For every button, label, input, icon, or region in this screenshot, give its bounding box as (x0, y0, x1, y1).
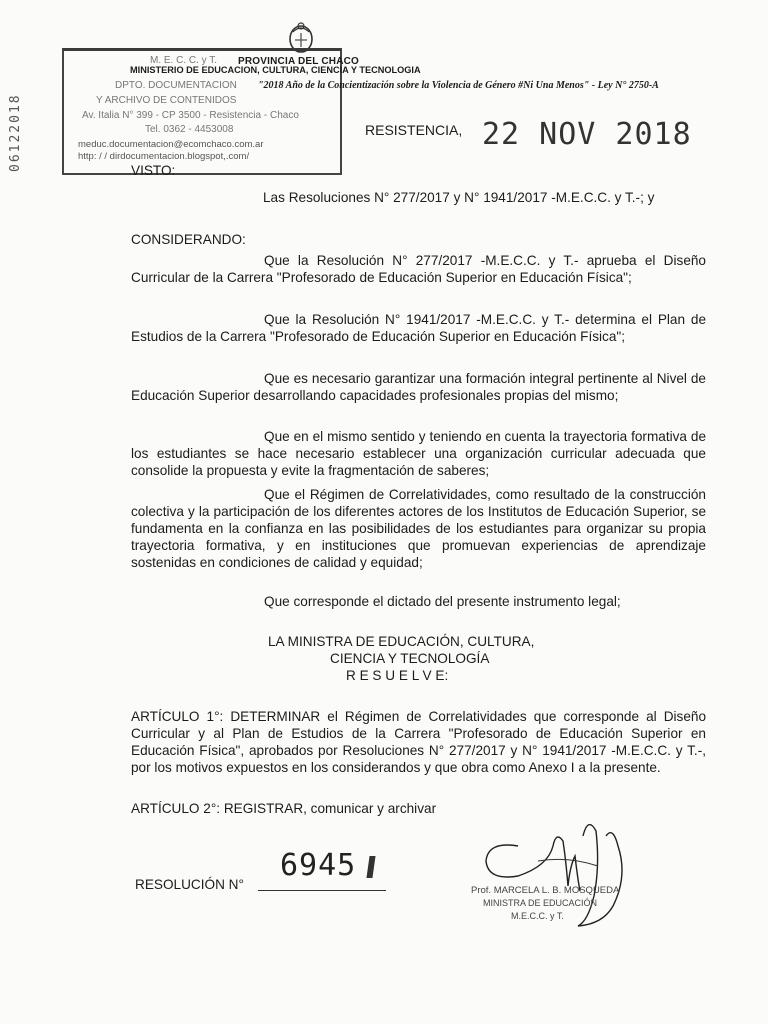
stamp-line-5: Tel. 0362 - 4453008 (145, 124, 234, 135)
signer-name: Prof. MARCELA L. B. MOSQUEDA (471, 885, 620, 896)
signer-org: M.E.C.C. y T. (511, 911, 564, 921)
considerando-paragraph-3: Que es necesario garantizar una formación integral pertinente al Nivel de Educación Superior desarrollando capacidades profesionales propias del mismo; (131, 371, 706, 403)
resolution-label: RESOLUCIÓN N° (135, 877, 244, 892)
considerando-paragraph-4: Que en el mismo sentido y teniendo en cuenta la trayectoria formativa de los estudiantes se hace necesario establecer una organización curricular adecuada que consolide la propuesta y evite la fragmentación de saberes; (131, 429, 706, 478)
considerando-paragraph-2: Que la Resolución N° 1941/2017 -M.E.C.C. y T.- determina el Plan de Estudios de la Carrera "Profesorado de Educación Superior en Educación Física"; (131, 312, 706, 344)
article-2-title: ARTÍCULO 2°: (131, 801, 221, 816)
article-1-title: ARTÍCULO 1°: (131, 709, 224, 724)
stamp-email: meduc.documentacion@ecomchaco.com.ar (78, 139, 264, 150)
visto-text: Las Resoluciones N° 277/2017 y N° 1941/2017 -M.E.C.C. y T.-; y (263, 190, 655, 205)
stamp-web: http: / / dirdocumentacion.blogspot,.com/ (78, 151, 250, 162)
ministry-title: MINISTERIO DE EDUCACION, CULTURA, CIENCIA Y TECNOLOGIA (130, 65, 421, 75)
resuelve-line-3: R E S U E L V E: (346, 668, 449, 683)
city: RESISTENCIA, (365, 122, 463, 138)
date-stamp: 22 NOV 2018 (482, 117, 692, 152)
stamp-line-4: Av. Italia N° 399 - CP 3500 - Resistencia - Chaco (82, 110, 299, 121)
side-number: 06122018 (8, 93, 23, 172)
resuelve-line-2: CIENCIA Y TECNOLOGÍA (330, 651, 490, 666)
article-2-text: REGISTRAR, comunicar y archivar (223, 801, 437, 816)
signer-role: MINISTRA DE EDUCACIÓN (483, 898, 598, 908)
motto: "2018 Año de la Concientización sobre la Violencia de Género #Ni Una Menos" - Ley N° 2750-A (258, 80, 659, 91)
province-title: PROVINCIA DEL CHACO (238, 56, 360, 67)
resolution-underline (258, 890, 386, 891)
article-1 (131, 708, 706, 776)
resolution-number: 6945 (280, 848, 357, 883)
stamp-line-2: DPTO. DOCUMENTACION (115, 80, 237, 91)
considerando-paragraph-5: Que el Régimen de Correlatividades, como resultado de la construcción colectiva y la participación de los diferentes actores de los Institutos de Educación Superior, se fundamenta en la confianza en las posibilidades de los estudiantes para organizar su propia trayectoria formativa, y en instituciones que promuevan experiencias de aprendizaje sostenidas en condiciones de calidad y equidad; (131, 487, 706, 570)
considerando-paragraph-6: Que corresponde el dictado del presente instrumento legal; (264, 594, 621, 609)
considerando-label: CONSIDERANDO: (131, 232, 246, 247)
stamp-mark-icon (366, 856, 375, 878)
visto-label: VISTO: (131, 163, 176, 178)
considerando-paragraph-1: Que la Resolución N° 277/2017 -M.E.C.C. y T.- aprueba el Diseño Curricular de la Carrera "Profesorado de Educación Superior en Educación Física"; (131, 253, 706, 285)
stamp-line-3: Y ARCHIVO DE CONTENIDOS (96, 95, 237, 106)
article-1-text: DETERMINAR el Régimen de Correlatividades que corresponde al Diseño Curricular y al Plan de Estudios de la Carrera "Profesorado de Educación Superior en Educación Física", aprobados por Resoluciones N° 277/2017 y N° 1941/2017 -M.E.C.C. y T.-, por los motivos expuestos en los considerandos y que obra como Anexo I a la presente. (131, 709, 707, 775)
stamp-line-1: M. E. C. C. y T. (150, 55, 218, 66)
resuelve-line-1: LA MINISTRA DE EDUCACIÓN, CULTURA, (268, 634, 535, 649)
